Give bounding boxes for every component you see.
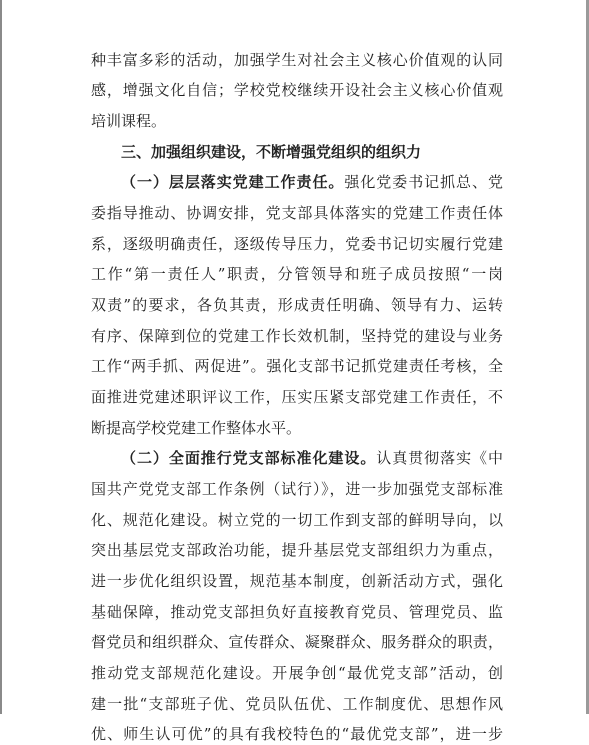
- text-run: 认真贯彻落实《中: [376, 449, 503, 467]
- text-line: 督党员和组织群众、宣传群众、凝聚群众、服务群众的职责，: [91, 633, 503, 651]
- text-line: 委指导推动、协调安排，党支部具体落实的党建工作责任体: [91, 204, 503, 222]
- text-line: 双责”的要求，各负其责，形成责任明确、领导有力、运转: [91, 296, 503, 314]
- text-line: 突出基层党支部政治功能，提升基层党支部组织力为重点，: [91, 541, 503, 559]
- text-run: 强化党委书记抓总、党: [344, 173, 503, 191]
- text-line: 进一步优化组织设置，规范基本制度，创新活动方式，强化: [91, 572, 503, 590]
- text-line: 工作“第一责任人”职责，分管领导和班子成员按照“一岗: [91, 265, 503, 283]
- subsection-title: （一）层层落实党建工作责任。: [121, 173, 345, 191]
- text-line: 建一批“支部班子优、党员队伍优、工作制度优、思想作风: [91, 695, 503, 713]
- text-line: 推动党支部规范化建设。开展争创“最优党支部”活动，创: [91, 664, 503, 682]
- text-line: 种丰富多彩的活动，加强学生对社会主义核心价值观的认同: [91, 51, 503, 69]
- text-line: 面推进党建述职评议工作，压实压紧支部党建工作责任，不: [91, 388, 503, 406]
- text-line: 国共产党党支部工作条例（试行）》，进一步加强党支部标准: [91, 480, 503, 498]
- paragraph-first-line: [121, 447, 503, 469]
- text-line: 化、规范化建设。树立党的一切工作到支部的鲜明导向，以: [91, 511, 503, 529]
- text-line: 基础保障，推动党支部担负好直接教育党员、管理党员、监: [91, 603, 503, 621]
- text-line: 培训课程。: [91, 112, 167, 130]
- window-frame-left: [0, 0, 2, 714]
- subsection-title: （二）全面推行党支部标准化建设。: [121, 449, 377, 467]
- text-line: 优、师生认可优”的具有我校特色的“最优党支部”，进一步: [91, 725, 503, 743]
- text-line: 断提高学校党建工作整体水平。: [91, 419, 302, 437]
- text-line: 感，增强文化自信；学校党校继续开设社会主义核心价值观: [91, 81, 503, 99]
- text-line: 系，逐级明确责任，逐级传导压力，党委书记切实履行党建: [91, 235, 503, 253]
- text-line: 有序、保障到位的党建工作长效机制，坚持党的建设与业务: [91, 327, 503, 345]
- section-heading: 三、加强组织建设，不断增强党组织的组织力: [121, 143, 422, 161]
- paragraph-first-line: [121, 171, 503, 193]
- text-line: 工作“两手抓、两促进”。强化支部书记抓党建责任考核，全: [91, 357, 503, 375]
